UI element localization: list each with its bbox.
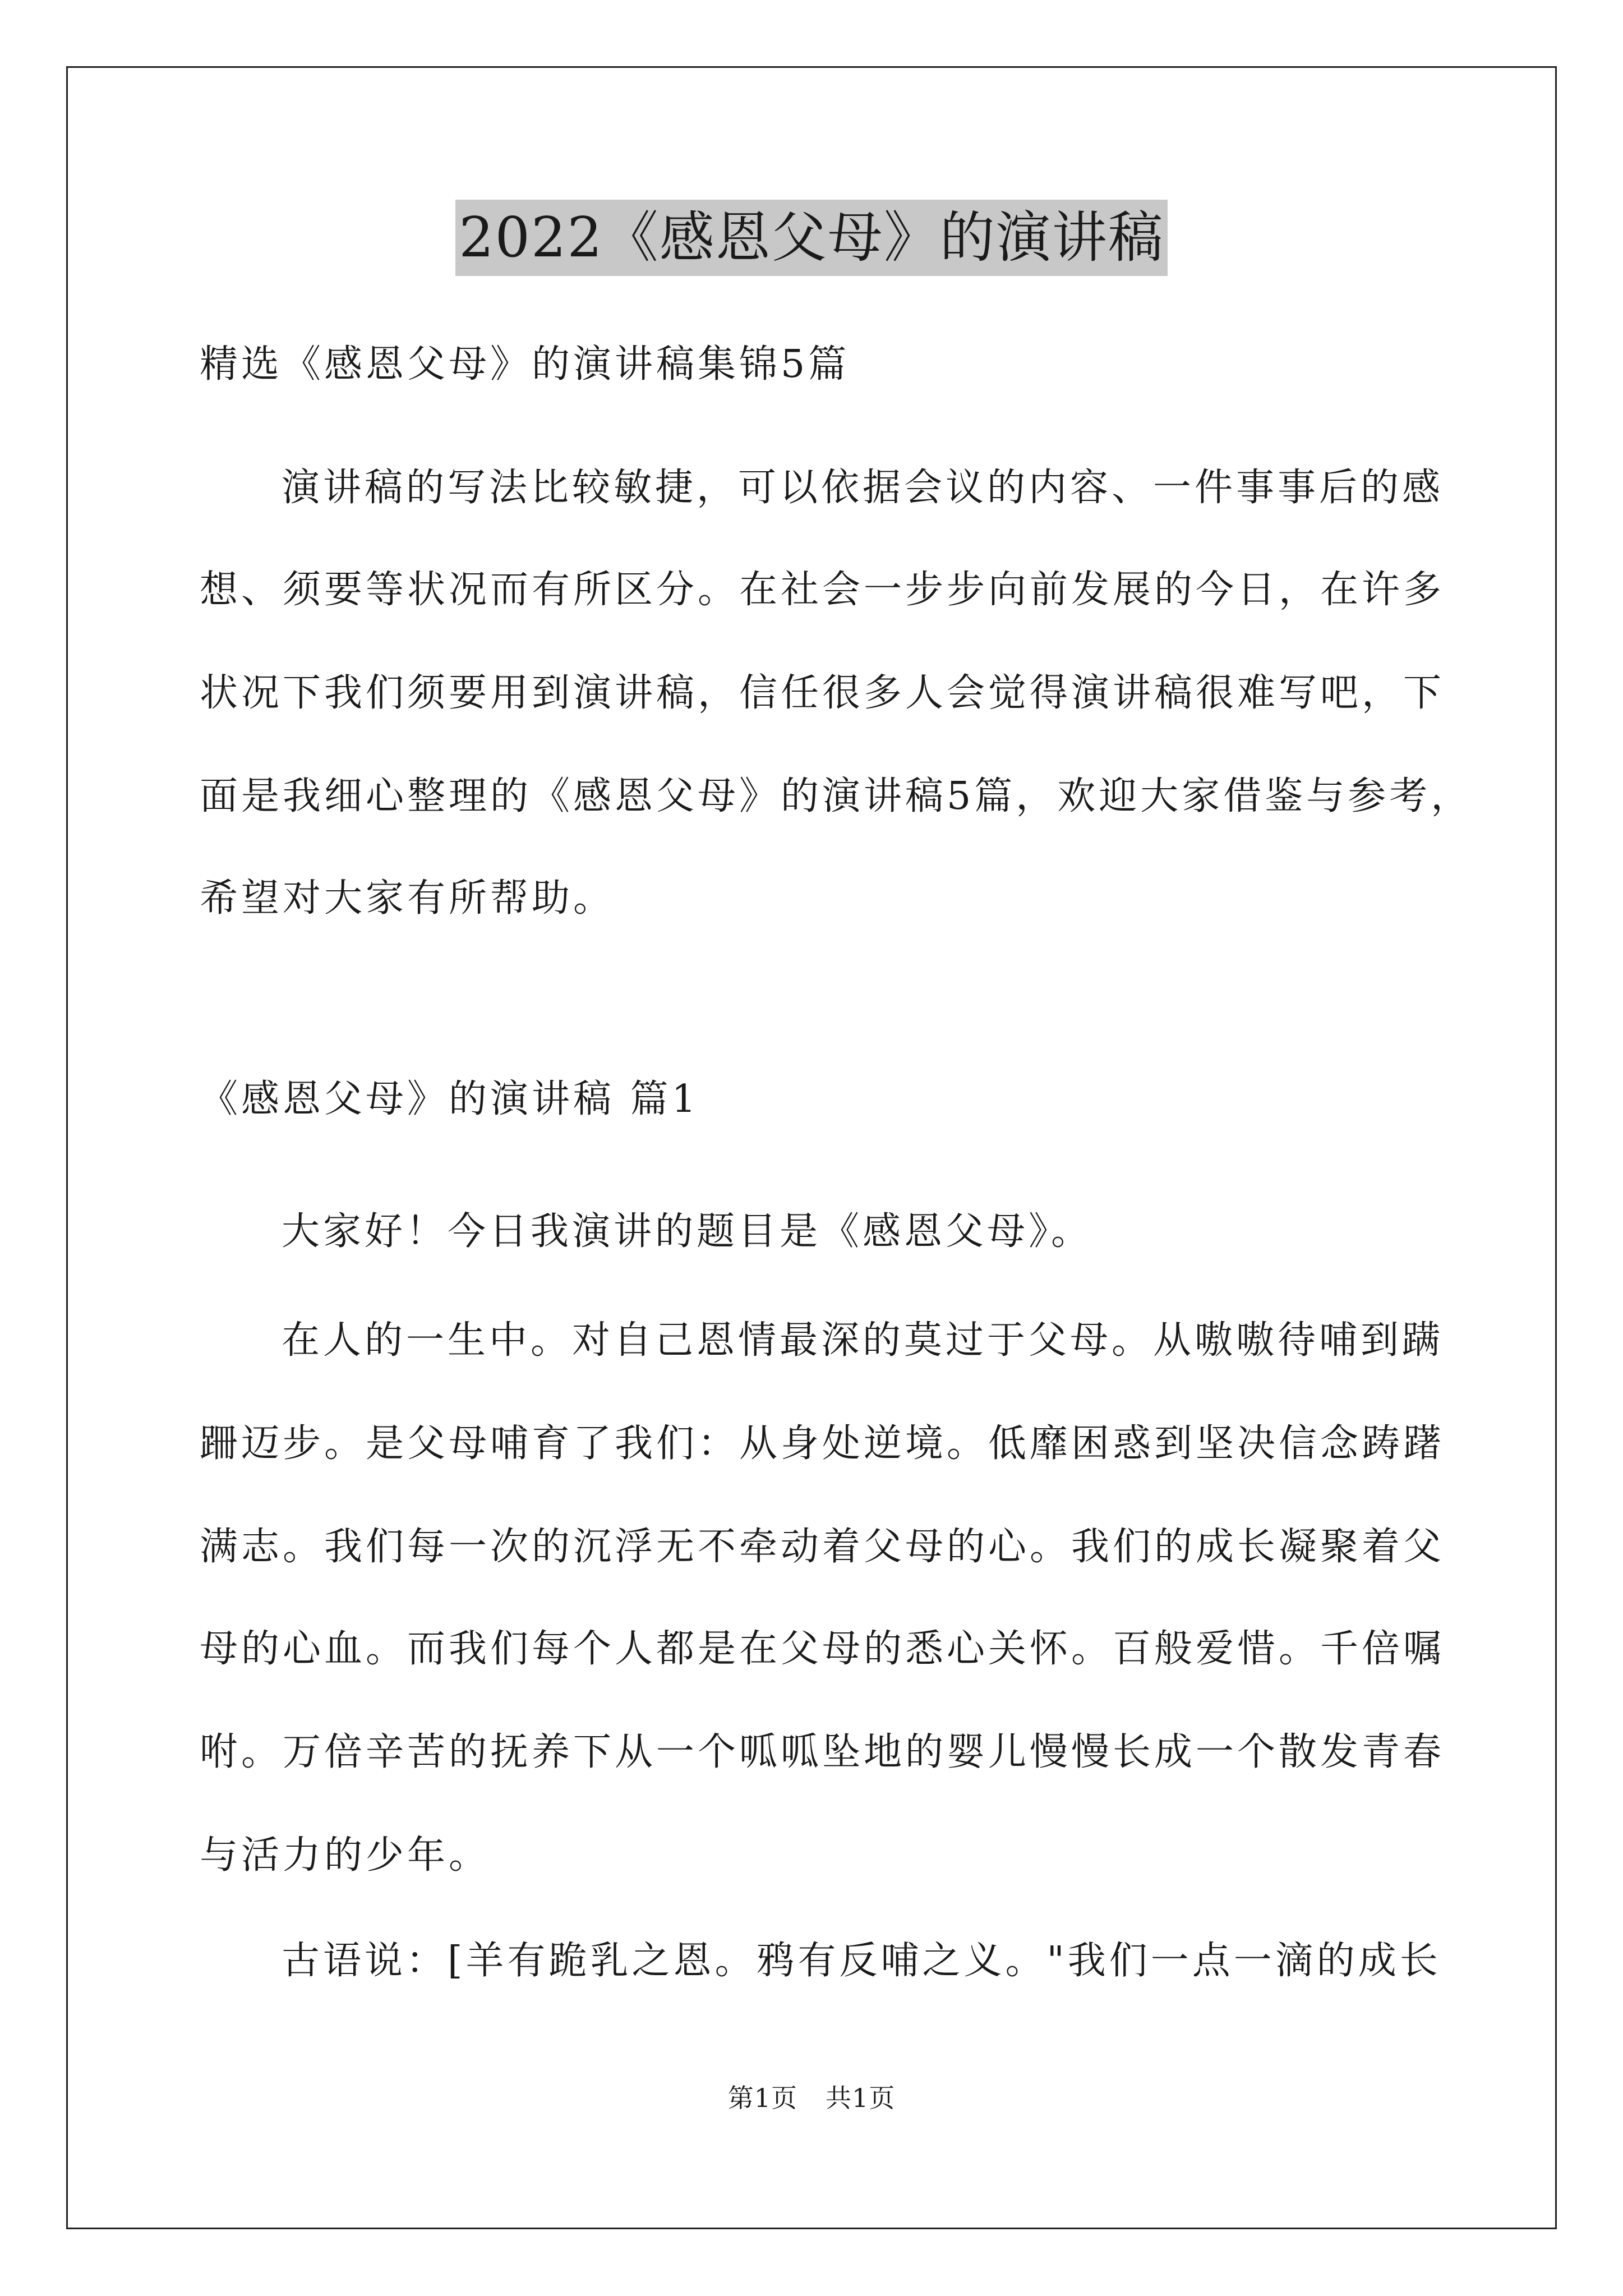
intro-line-1: 演讲稿的写法比较敏捷，可以依据会议的内容、一件事事后的感 <box>282 466 1444 510</box>
intro-line-2: 想、须要等状况而有所区分。在社会一步步向前发展的今日，在许多 <box>200 568 1445 612</box>
intro-line-5: 希望对大家有所帮助。 <box>200 876 615 921</box>
document-title-block <box>0 200 1623 276</box>
section-heading: 《感恩父母》的演讲稿 篇1 <box>200 1077 699 1121</box>
page-footer <box>0 2081 1623 2115</box>
intro-line-4: 面是我细心整理的《感恩父母》的演讲稿5篇，欢迎大家借鉴与参考， <box>200 774 1473 818</box>
intro-line-3: 状况下我们须要用到演讲稿，信任很多人会觉得演讲稿很难写吧，下 <box>200 671 1445 715</box>
paragraph-2-line-5: 咐。万倍辛苦的抚养下从一个呱呱坠地的婴儿慢慢长成一个散发青春 <box>200 1730 1445 1774</box>
paragraph-2-line-4: 母的心血。而我们每个人都是在父母的悉心关怀。百般爱惜。千倍嘱 <box>200 1627 1445 1671</box>
paragraph-2-line-6: 与活力的少年。 <box>200 1833 491 1878</box>
paragraph-1: 大家好！今日我演讲的题目是《感恩父母》。 <box>282 1209 1093 1254</box>
document-subtitle: 精选《感恩父母》的演讲稿集锦5篇 <box>200 342 850 386</box>
page-total: 共1页 <box>826 2083 896 2113</box>
paragraph-2-line-3: 满志。我们每一次的沉浮无不牵动着父母的心。我们的成长凝聚着父 <box>200 1525 1445 1569</box>
page-number: 第1页 <box>727 2083 797 2113</box>
paragraph-2-line-1: 在人的一生中。对自己恩情最深的莫过于父母。从嗷嗷待哺到蹒 <box>282 1318 1444 1363</box>
paragraph-2-line-2: 跚迈步。是父母哺育了我们：从身处逆境。低靡困惑到坚决信念踌躇 <box>200 1421 1445 1466</box>
paragraph-3: 古语说：[羊有跪乳之恩。鸦有反哺之义。"我们一点一滴的成长 <box>282 1939 1441 1983</box>
document-title: 2022《感恩父母》的演讲稿 <box>455 200 1167 276</box>
